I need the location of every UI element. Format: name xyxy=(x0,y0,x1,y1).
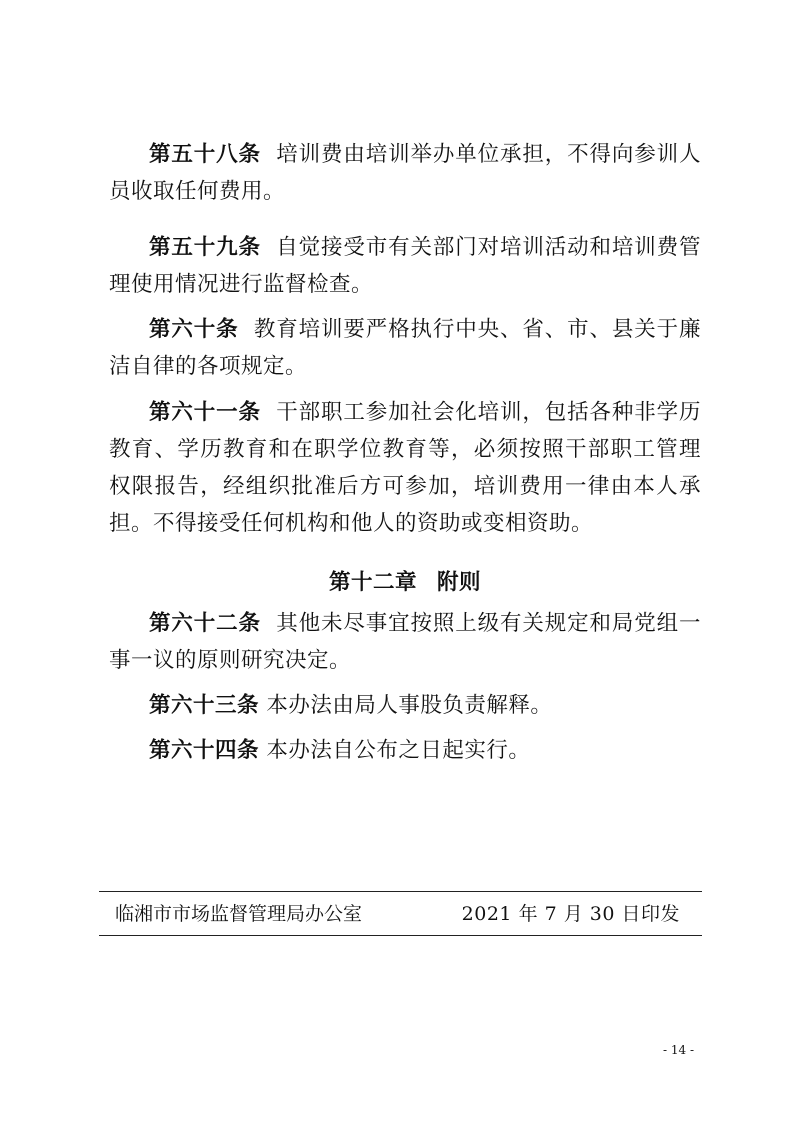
footer-divider-bottom xyxy=(99,935,702,936)
article-text: 干部职工参加社会化培训，包括各种非学历教育、学历教育和在职学位教育等，必须按照干部职工管理权限报告，经组织批准后方可参加，培训费用一律由本人承担。不得接受任何机构和他人的资助或变相资助。 xyxy=(109,400,701,536)
article-text: 自觉接受市有关部门对培训活动和培训费管理使用情况进行监督检查。 xyxy=(109,235,701,297)
page-number: - 14 - xyxy=(662,1043,694,1057)
article-text: 本办法自公布之日起实行。 xyxy=(266,738,531,763)
article-number: 第五十八条 xyxy=(149,142,261,167)
article-number: 第六十一条 xyxy=(149,400,261,425)
article-text: 培训费由培训举办单位承担，不得向参训人员收取任何费用。 xyxy=(109,142,701,204)
article-63 xyxy=(109,687,701,724)
article-text: 教育培训要严格执行中央、省、市、县关于廉洁自律的各项规定。 xyxy=(109,317,701,379)
article-text: 本办法由局人事股负责解释。 xyxy=(266,693,553,718)
article-61 xyxy=(109,394,701,542)
footer-divider-top xyxy=(99,891,702,892)
article-number: 第六十条 xyxy=(149,317,239,342)
article-number: 第六十三条 xyxy=(149,693,260,718)
article-number: 第六十二条 xyxy=(149,611,261,636)
article-62 xyxy=(109,605,701,679)
footer-issue-date: 2021 年 7 月 30 日印发 xyxy=(461,903,680,925)
footer-issuer: 临湘市市场监督管理局办公室 xyxy=(115,903,363,925)
article-60 xyxy=(109,311,701,385)
chapter-title: 附则 xyxy=(437,570,482,595)
article-text: 其他未尽事宜按照上级有关规定和局党组一事一议的原则研究决定。 xyxy=(109,611,701,673)
article-number: 第五十九条 xyxy=(149,235,261,260)
article-59 xyxy=(109,229,701,303)
article-number: 第六十四条 xyxy=(149,738,260,763)
article-64 xyxy=(109,732,701,769)
chapter-number: 第十二章 xyxy=(328,570,417,595)
chapter-heading xyxy=(109,564,701,601)
article-58 xyxy=(109,136,701,210)
